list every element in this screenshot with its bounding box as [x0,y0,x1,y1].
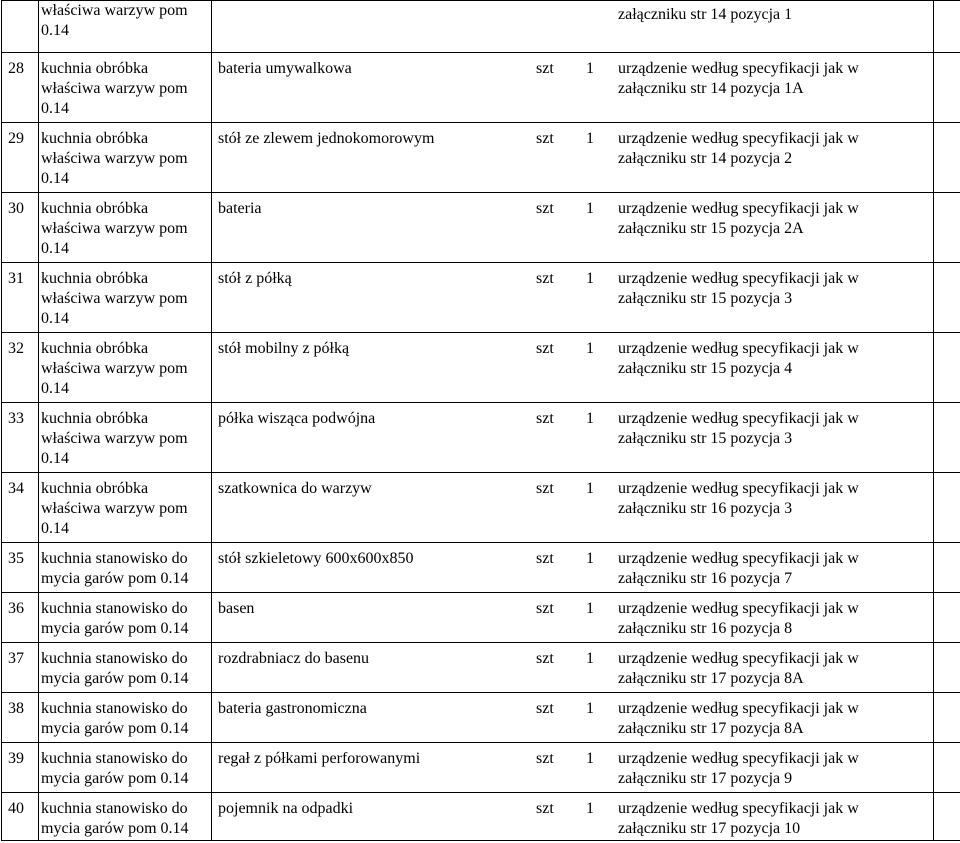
row-quantity: 1 [584,53,614,123]
table-row [2,643,960,693]
row-location [39,543,212,593]
location-line: mycia garów pom 0.14 [41,570,189,587]
row-location [39,333,212,403]
row-number: 30 [2,193,39,263]
row-location [39,1,212,53]
location-line: właściwa warzyw pom [41,2,188,19]
row-quantity: 1 [584,743,614,793]
row-location [39,593,212,643]
location-line: mycia garów pom 0.14 [41,620,189,637]
description-line: urządzenie według specyfikacji jak w [618,130,859,147]
row-description [614,53,934,123]
row-number: 29 [2,123,39,193]
row-unit: szt [528,693,584,743]
row-description [614,693,934,743]
row-quantity: 1 [584,593,614,643]
description-line: załączniku str 15 pozycja 4 [618,360,793,377]
location-line: kuchnia obróbka [41,340,149,357]
row-item-name: bateria gastronomiczna [212,693,529,743]
description-line: załączniku str 17 pozycja 9 [618,770,793,787]
location-line: kuchnia obróbka [41,60,149,77]
location-line: kuchnia stanowisko do [41,700,188,717]
table-row [2,793,960,841]
row-quantity: 1 [584,543,614,593]
row-location [39,793,212,841]
location-line: właściwa warzyw pom [41,360,188,377]
row-item-name: basen [212,593,529,643]
row-item-name: bateria [212,193,529,263]
row-number: 28 [2,53,39,123]
row-extra [934,53,960,123]
row-extra [934,743,960,793]
row-number: 40 [2,793,39,841]
table-row [2,333,960,403]
row-unit: szt [528,743,584,793]
row-number [2,1,39,53]
location-line: mycia garów pom 0.14 [41,670,189,687]
description-line: załączniku str 16 pozycja 3 [618,500,793,517]
row-extra [934,793,960,841]
row-location [39,123,212,193]
row-location [39,743,212,793]
description-line: urządzenie według specyfikacji jak w [618,650,859,667]
location-line: 0.14 [41,170,69,187]
row-extra [934,473,960,543]
row-extra [934,643,960,693]
description-line: urządzenie według specyfikacji jak w [618,800,859,817]
location-line: kuchnia obróbka [41,200,149,217]
table-row [2,193,960,263]
row-extra [934,263,960,333]
row-item-name: stół ze zlewem jednokomorowym [212,123,529,193]
row-quantity: 1 [584,693,614,743]
row-description [614,1,934,53]
row-description [614,543,934,593]
location-line: 0.14 [41,310,69,327]
row-location [39,643,212,693]
description-line: załączniku str 16 pozycja 8 [618,620,793,637]
table-row [2,543,960,593]
table-row [2,1,960,53]
equipment-table-body [2,1,960,841]
table-row [2,743,960,793]
description-line: załączniku str 17 pozycja 10 [618,820,801,837]
row-location [39,53,212,123]
row-number: 37 [2,643,39,693]
description-line: urządzenie według specyfikacji jak w [618,750,859,767]
row-extra [934,333,960,403]
row-item-name: stół mobilny z półką [212,333,529,403]
row-number: 38 [2,693,39,743]
description-line: urządzenie według specyfikacji jak w [618,200,859,217]
location-line: kuchnia obróbka [41,410,149,427]
row-quantity: 1 [584,123,614,193]
description-line: załączniku str 14 pozycja 1A [618,80,804,97]
row-item-name [212,1,529,53]
row-extra [934,123,960,193]
row-number: 39 [2,743,39,793]
description-line: załączniku str 15 pozycja 3 [618,290,793,307]
row-description [614,593,934,643]
row-item-name: szatkownica do warzyw [212,473,529,543]
row-description [614,403,934,473]
row-quantity: 1 [584,643,614,693]
row-extra [934,543,960,593]
description-line: urządzenie według specyfikacji jak w [618,340,859,357]
row-unit: szt [528,333,584,403]
location-line: kuchnia obróbka [41,480,149,497]
row-item-name: regał z półkami perforowanymi [212,743,529,793]
location-line: 0.14 [41,380,69,397]
row-item-name: stół szkieletowy 600x600x850 [212,543,529,593]
description-line: załączniku str 17 pozycja 8A [618,670,804,687]
row-number: 35 [2,543,39,593]
row-description [614,193,934,263]
location-line: właściwa warzyw pom [41,290,188,307]
table-row [2,473,960,543]
location-line: kuchnia obróbka [41,270,149,287]
row-location [39,263,212,333]
row-location [39,403,212,473]
location-line: mycia garów pom 0.14 [41,720,189,737]
location-line: mycia garów pom 0.14 [41,770,189,787]
row-unit: szt [528,473,584,543]
table-row [2,53,960,123]
row-extra [934,193,960,263]
row-description [614,333,934,403]
row-unit: szt [528,543,584,593]
table-row [2,693,960,743]
row-item-name: rozdrabniacz do basenu [212,643,529,693]
row-location [39,473,212,543]
description-line: urządzenie według specyfikacji jak w [618,700,859,717]
row-quantity: 1 [584,193,614,263]
location-line: kuchnia stanowisko do [41,600,188,617]
row-extra [934,1,960,53]
table-row [2,593,960,643]
row-number: 33 [2,403,39,473]
location-line: 0.14 [41,450,69,467]
row-item-name: półka wisząca podwójna [212,403,529,473]
location-line: 0.14 [41,100,69,117]
row-unit [528,1,584,53]
location-line: kuchnia stanowisko do [41,550,188,567]
row-unit: szt [528,53,584,123]
table-row [2,403,960,473]
row-quantity: 1 [584,473,614,543]
location-line: kuchnia stanowisko do [41,750,188,767]
row-extra [934,593,960,643]
row-description [614,743,934,793]
row-unit: szt [528,263,584,333]
row-unit: szt [528,793,584,841]
equipment-table [1,0,960,841]
location-line: właściwa warzyw pom [41,150,188,167]
row-unit: szt [528,643,584,693]
location-line: 0.14 [41,240,69,257]
description-line: urządzenie według specyfikacji jak w [618,410,859,427]
row-number: 31 [2,263,39,333]
description-line: urządzenie według specyfikacji jak w [618,270,859,287]
description-line: urządzenie według specyfikacji jak w [618,60,859,77]
row-number: 32 [2,333,39,403]
description-line: załączniku str 14 pozycja 1 [618,6,793,23]
row-description [614,793,934,841]
row-description [614,473,934,543]
location-line: kuchnia stanowisko do [41,650,188,667]
location-line: kuchnia obróbka [41,130,149,147]
row-quantity: 1 [584,793,614,841]
row-item-name: bateria umywalkowa [212,53,529,123]
description-line: załączniku str 15 pozycja 3 [618,430,793,447]
row-location [39,193,212,263]
row-description [614,123,934,193]
description-line: załączniku str 17 pozycja 8A [618,720,804,737]
location-line: właściwa warzyw pom [41,500,188,517]
description-line: urządzenie według specyfikacji jak w [618,480,859,497]
location-line: właściwa warzyw pom [41,430,188,447]
row-unit: szt [528,193,584,263]
table-row [2,263,960,333]
row-unit: szt [528,403,584,473]
row-location [39,693,212,743]
row-quantity: 1 [584,333,614,403]
row-description [614,263,934,333]
row-item-name: pojemnik na odpadki [212,793,529,841]
location-line: 0.14 [41,520,69,537]
row-number: 34 [2,473,39,543]
row-description [614,643,934,693]
description-line: załączniku str 16 pozycja 7 [618,570,793,587]
row-quantity: 1 [584,403,614,473]
row-unit: szt [528,593,584,643]
location-line: właściwa warzyw pom [41,80,188,97]
location-line: mycia garów pom 0.14 [41,820,189,837]
row-extra [934,693,960,743]
row-item-name: stół z półką [212,263,529,333]
description-line: urządzenie według specyfikacji jak w [618,600,859,617]
description-line: urządzenie według specyfikacji jak w [618,550,859,567]
row-quantity [584,1,614,53]
description-line: załączniku str 14 pozycja 2 [618,150,793,167]
table-row [2,123,960,193]
location-line: właściwa warzyw pom [41,220,188,237]
location-line: 0.14 [41,22,69,39]
row-unit: szt [528,123,584,193]
row-quantity: 1 [584,263,614,333]
row-number: 36 [2,593,39,643]
description-line: załączniku str 15 pozycja 2A [618,220,804,237]
location-line: kuchnia stanowisko do [41,800,188,817]
row-extra [934,403,960,473]
